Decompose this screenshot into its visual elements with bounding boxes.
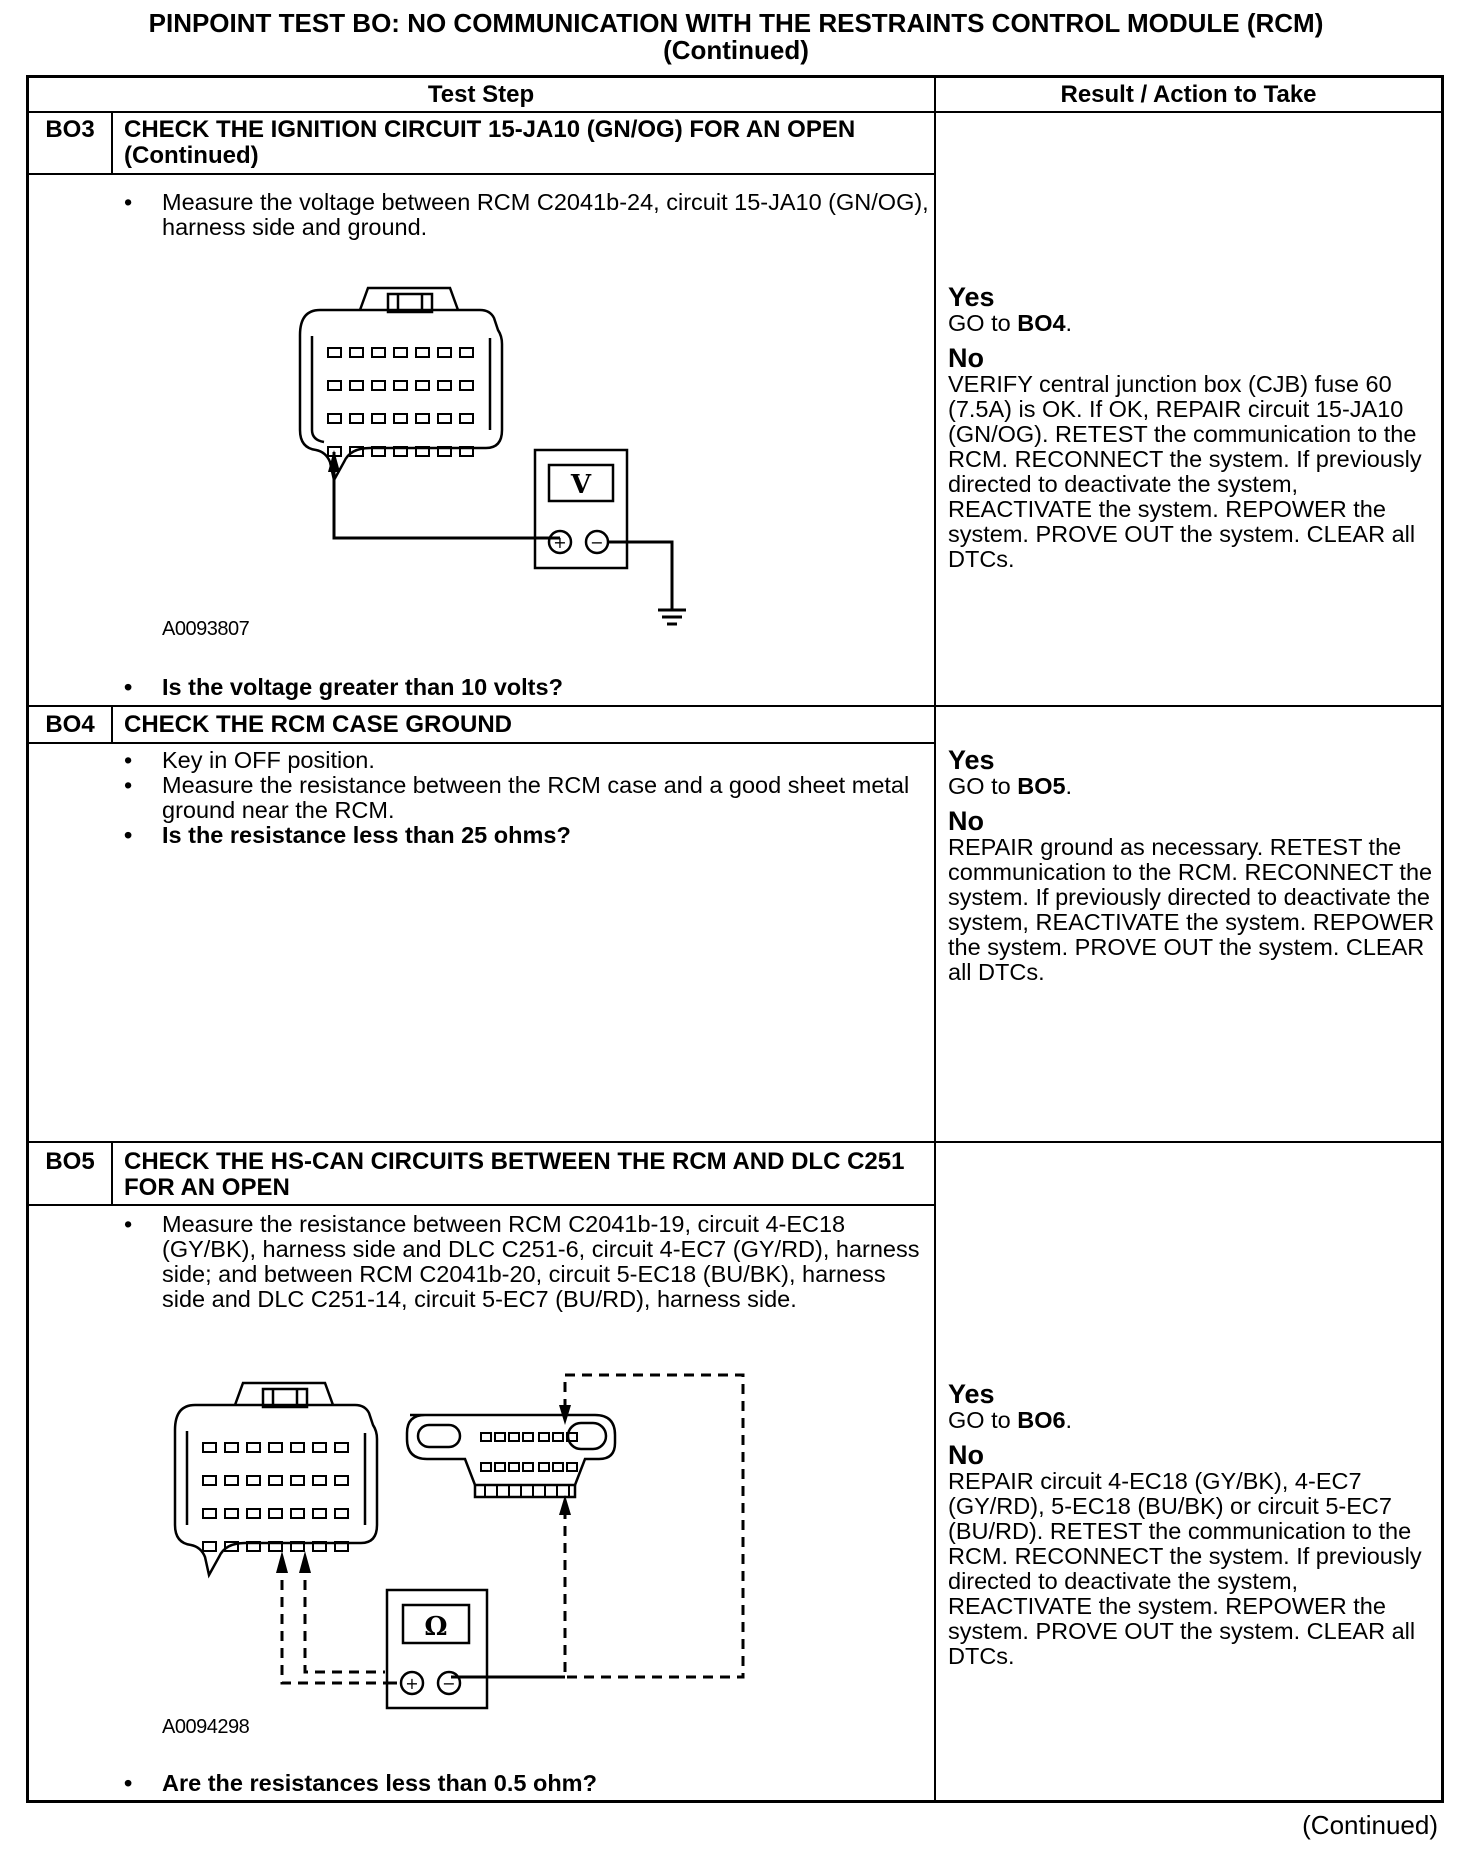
step-instructions-bo3: [120, 190, 930, 240]
step-question-bo5: [120, 1771, 930, 1796]
positive-terminal: +: [553, 533, 567, 552]
probe-arrow-icon: [299, 1551, 311, 1573]
probe-lead: [334, 452, 560, 538]
meter-symbol: V: [570, 470, 592, 500]
step-title-bo5: CHECK THE HS-CAN CIRCUITS BETWEEN THE RCM AND DLC C251 FOR AN OPEN: [124, 1148, 905, 1201]
probe-leads: [282, 1375, 743, 1683]
ground-lead: [608, 542, 686, 624]
result-bo3: [948, 283, 1448, 572]
step-title-bo4: CHECK THE RCM CASE GROUND: [124, 711, 513, 738]
step-id-bo5: BO5: [45, 1148, 95, 1175]
probe-arrow-icon: [276, 1551, 288, 1573]
header-test-step: Test Step: [427, 81, 535, 108]
yes-label: Yes: [948, 1379, 995, 1409]
no-label: No: [948, 343, 984, 373]
step-question-bo3: [120, 675, 930, 700]
step-id-bo4: BO4: [45, 711, 95, 738]
ohmmeter-icon: [387, 1590, 487, 1708]
result-bo5: [948, 1380, 1448, 1669]
dlc-connector-icon: [407, 1415, 615, 1497]
voltmeter-icon: [535, 450, 627, 568]
no-action: REPAIR circuit 4-EC18 (GY/BK), 4-EC7 (GY/RD), 5-EC18 (BU/BK) or circuit 5-EC7 (BU/RD). RETEST the communication to the RCM. RECONNECT the system. If previously directed to deactivate the system, REACTIVATE the system. REPOWER the system. PROVE OUT the system. CLEAR all DTCs.: [948, 1468, 1422, 1669]
no-action: REPAIR ground as necessary. RETEST the communication to the RCM. RECONNECT the system. If previously directed to deactivate the system, REACTIVATE the system. REPOWER the system. PROVE OUT the system. CLEAR all DTCs.: [948, 834, 1435, 985]
question-item: • Is the resistance less than 25 ohms?: [120, 823, 930, 848]
yes-target: BO5: [1017, 773, 1066, 799]
yes-target: BO6: [1017, 1407, 1066, 1433]
yes-action: GO to BO5.: [948, 773, 1073, 799]
no-label: No: [948, 806, 984, 836]
yes-action: GO to BO4.: [948, 310, 1073, 336]
step-id-bo3: BO3: [45, 116, 95, 143]
negative-terminal: −: [590, 533, 604, 552]
instruction-item: • Measure the resistance between the RCM case and a good sheet metal ground near the RCM.: [120, 773, 930, 823]
meter-symbol: Ω: [424, 1612, 448, 1642]
yes-label: Yes: [948, 745, 995, 775]
figure-id-bo3: A0093807: [162, 618, 250, 640]
figure-voltage-measurement: [290, 280, 710, 640]
header-result: Result / Action to Take: [1060, 81, 1317, 108]
page-subtitle: (Continued): [663, 35, 809, 65]
question-item: • Are the resistances less than 0.5 ohm?: [120, 1771, 930, 1796]
no-action: VERIFY central junction box (CJB) fuse 60 (7.5A) is OK. If OK, REPAIR circuit 15-JA10 (GN/OG). RETEST the communication to the RCM. RECONNECT the system. If previously directed to deactivate the system, REACTIVATE the system. REPOWER the system. PROVE OUT the system. CLEAR all DTCs.: [948, 371, 1422, 572]
negative-terminal: −: [442, 1674, 456, 1693]
rcm-connector-icon: [300, 288, 502, 480]
dlc-pin-rows: [481, 1433, 577, 1497]
yes-label: Yes: [948, 282, 995, 312]
figure-id-bo5: A0094298: [162, 1716, 250, 1738]
yes-action: GO to BO6.: [948, 1407, 1073, 1433]
step-instructions-bo4: [120, 748, 930, 848]
question-item: • Is the voltage greater than 10 volts?: [120, 675, 930, 700]
step-instructions-bo5: [120, 1212, 930, 1312]
connector-pin-rows: [203, 1443, 348, 1551]
result-bo4: [948, 746, 1448, 985]
step-title-bo3: CHECK THE IGNITION CIRCUIT 15-JA10 (GN/OG) FOR AN OPEN (Continued): [124, 116, 856, 169]
positive-terminal: +: [405, 1674, 419, 1693]
instruction-item: • Measure the voltage between RCM C2041b-24, circuit 15-JA10 (GN/OG), harness side and ground.: [120, 190, 930, 240]
instruction-item: • Key in OFF position.: [120, 748, 930, 773]
yes-target: BO4: [1017, 310, 1066, 336]
continued-footer: (Continued): [1302, 1810, 1438, 1840]
instruction-item: • Measure the resistance between RCM C2041b-19, circuit 4-EC18 (GY/BK), harness side and DLC C251-6, circuit 4-EC7 (GY/RD), harness side; and between RCM C2041b-20, circuit 5-EC18 (BU/BK), harness side and DLC C251-14, circuit 5-EC7 (BU/RD), harness side.: [120, 1212, 930, 1312]
no-label: No: [948, 1440, 984, 1470]
connector-pin-rows: [328, 348, 473, 456]
page-title: PINPOINT TEST BO: NO COMMUNICATION WITH THE RESTRAINTS CONTROL MODULE (RCM): [148, 8, 1324, 38]
figure-resistance-measurement: [175, 1375, 755, 1715]
rcm-connector-icon: [175, 1383, 377, 1575]
